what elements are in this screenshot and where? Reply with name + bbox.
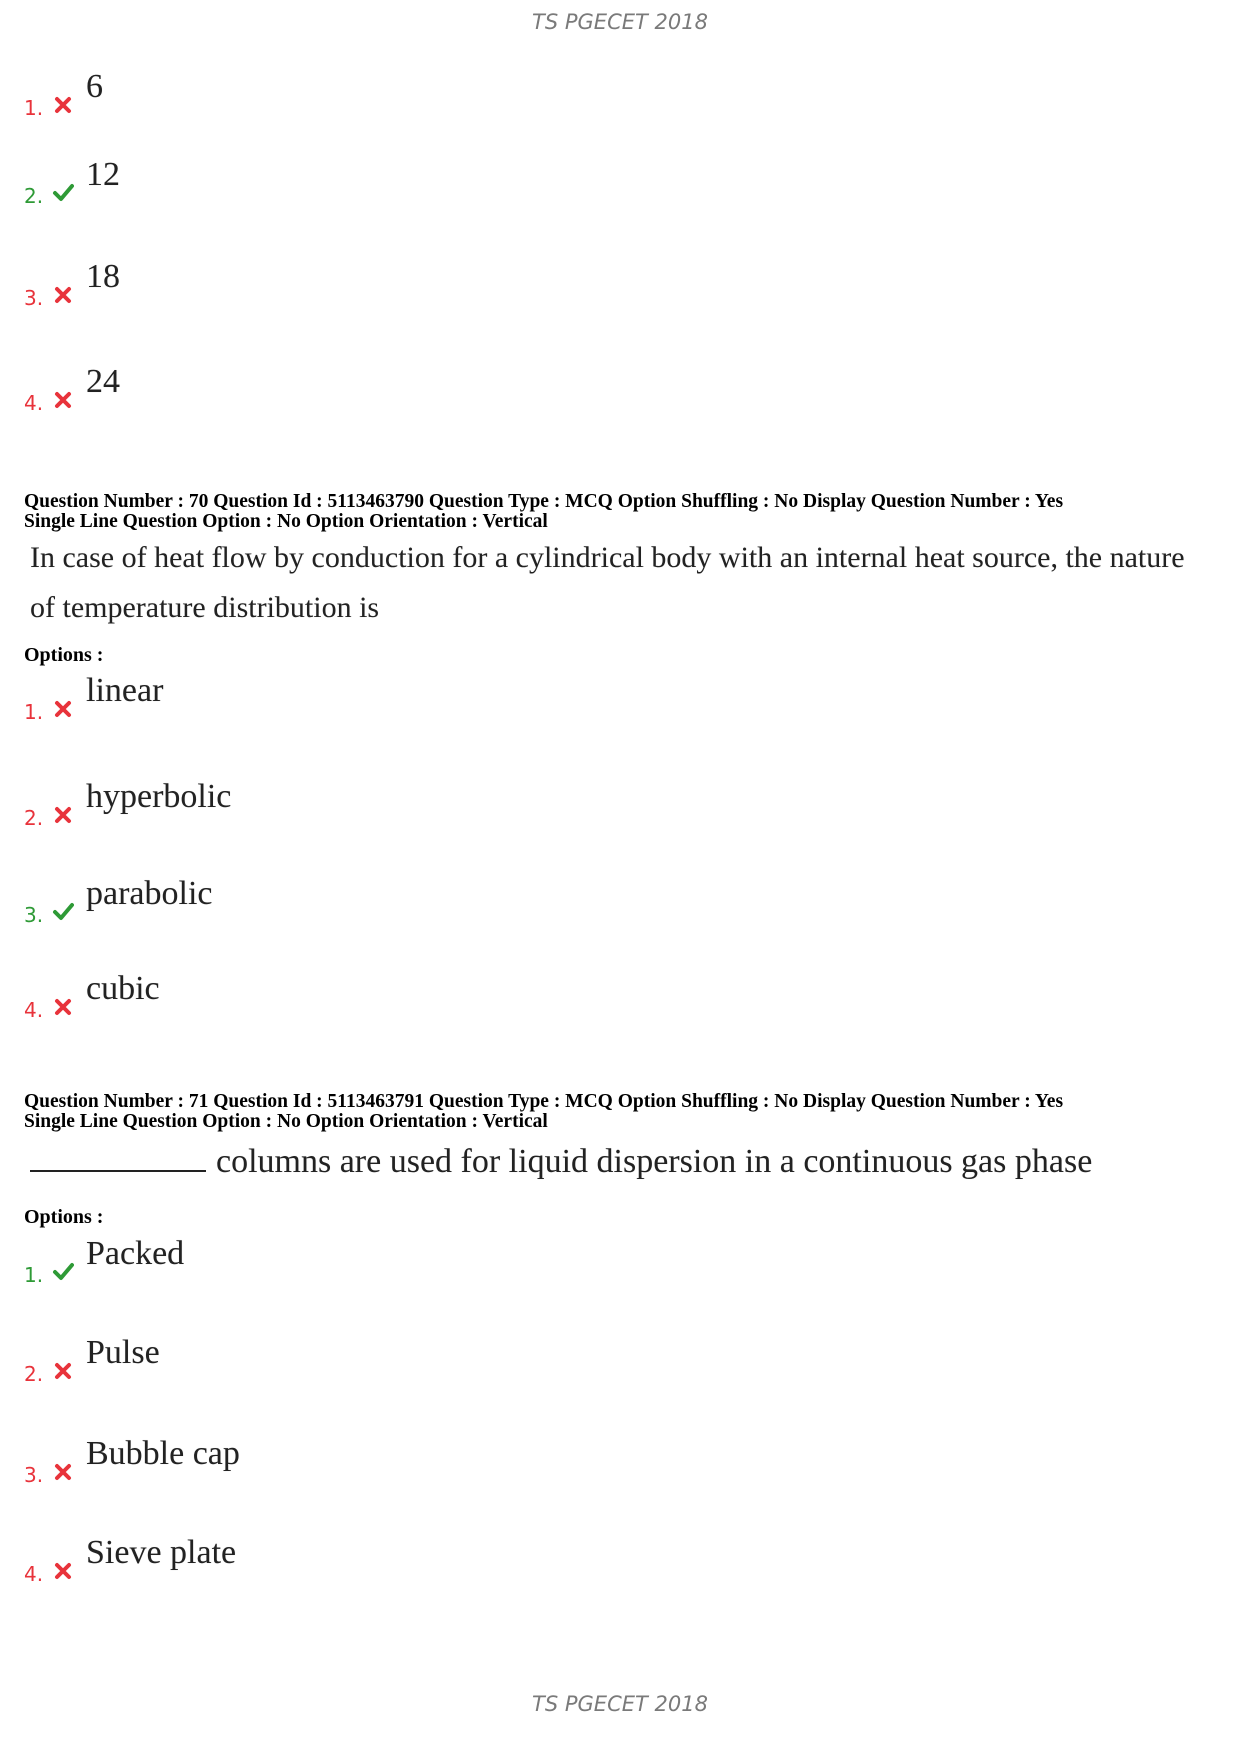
option-number: 3. bbox=[24, 286, 44, 310]
page-header: TS PGECET 2018 bbox=[532, 10, 708, 34]
option-number: 3. bbox=[24, 1463, 44, 1487]
cross-icon bbox=[52, 1461, 74, 1483]
option-text: hyperbolic bbox=[86, 778, 232, 815]
options-label: Options : bbox=[24, 1206, 104, 1228]
cross-icon bbox=[52, 804, 74, 826]
option-text: Packed bbox=[86, 1235, 185, 1272]
option-number: 4. bbox=[24, 1562, 44, 1586]
cross-icon bbox=[52, 1560, 74, 1582]
option-number: 2. bbox=[24, 806, 44, 830]
option-text: 24 bbox=[86, 363, 120, 400]
option-number: 4. bbox=[24, 391, 44, 415]
option-text: 18 bbox=[86, 258, 120, 295]
check-icon bbox=[52, 182, 74, 204]
option-text: 12 bbox=[86, 156, 120, 193]
option-number: 2. bbox=[24, 184, 44, 208]
option-number: 3. bbox=[24, 903, 44, 927]
question-text: of temperature distribution is bbox=[30, 591, 380, 624]
check-icon bbox=[52, 901, 74, 923]
cross-icon bbox=[52, 1360, 74, 1382]
option-number: 2. bbox=[24, 1362, 44, 1386]
cross-icon bbox=[52, 94, 74, 116]
question-meta-line: Single Line Question Option : No Option Orientation : Vertical bbox=[24, 1111, 548, 1132]
options-label: Options : bbox=[24, 644, 104, 666]
question-meta bbox=[24, 1092, 1224, 1132]
check-icon bbox=[52, 1261, 74, 1283]
cross-icon bbox=[52, 284, 74, 306]
cross-icon bbox=[52, 996, 74, 1018]
question-text: In case of heat flow by conduction for a cylindrical body with an internal heat source, the nature bbox=[30, 541, 1185, 574]
question-meta-line: Question Number : 70 Question Id : 5113463790 Question Type : MCQ Option Shuffling : No Display Question Number : Yes bbox=[24, 491, 1064, 512]
option-number: 1. bbox=[24, 700, 44, 724]
question-text bbox=[30, 1143, 1092, 1181]
option-text: Bubble cap bbox=[86, 1435, 240, 1472]
option-number: 4. bbox=[24, 998, 44, 1022]
cross-icon bbox=[52, 698, 74, 720]
answer-blank bbox=[30, 1144, 206, 1172]
option-number: 1. bbox=[24, 1263, 44, 1287]
question-meta-line: Single Line Question Option : No Option Orientation : Vertical bbox=[24, 511, 548, 532]
option-text: Sieve plate bbox=[86, 1534, 237, 1571]
option-text: 6 bbox=[86, 68, 103, 105]
option-text: linear bbox=[86, 672, 164, 709]
option-text: cubic bbox=[86, 970, 160, 1007]
option-number: 1. bbox=[24, 96, 44, 120]
option-text: Pulse bbox=[86, 1334, 160, 1371]
question-meta bbox=[24, 492, 1224, 532]
question-text-body: columns are used for liquid dispersion in a continuous gas phase bbox=[216, 1143, 1093, 1180]
question-meta-line: Question Number : 71 Question Id : 5113463791 Question Type : MCQ Option Shuffling : No Display Question Number : Yes bbox=[24, 1091, 1064, 1112]
option-text: parabolic bbox=[86, 875, 213, 912]
cross-icon bbox=[52, 389, 74, 411]
page-footer: TS PGECET 2018 bbox=[532, 1692, 708, 1716]
